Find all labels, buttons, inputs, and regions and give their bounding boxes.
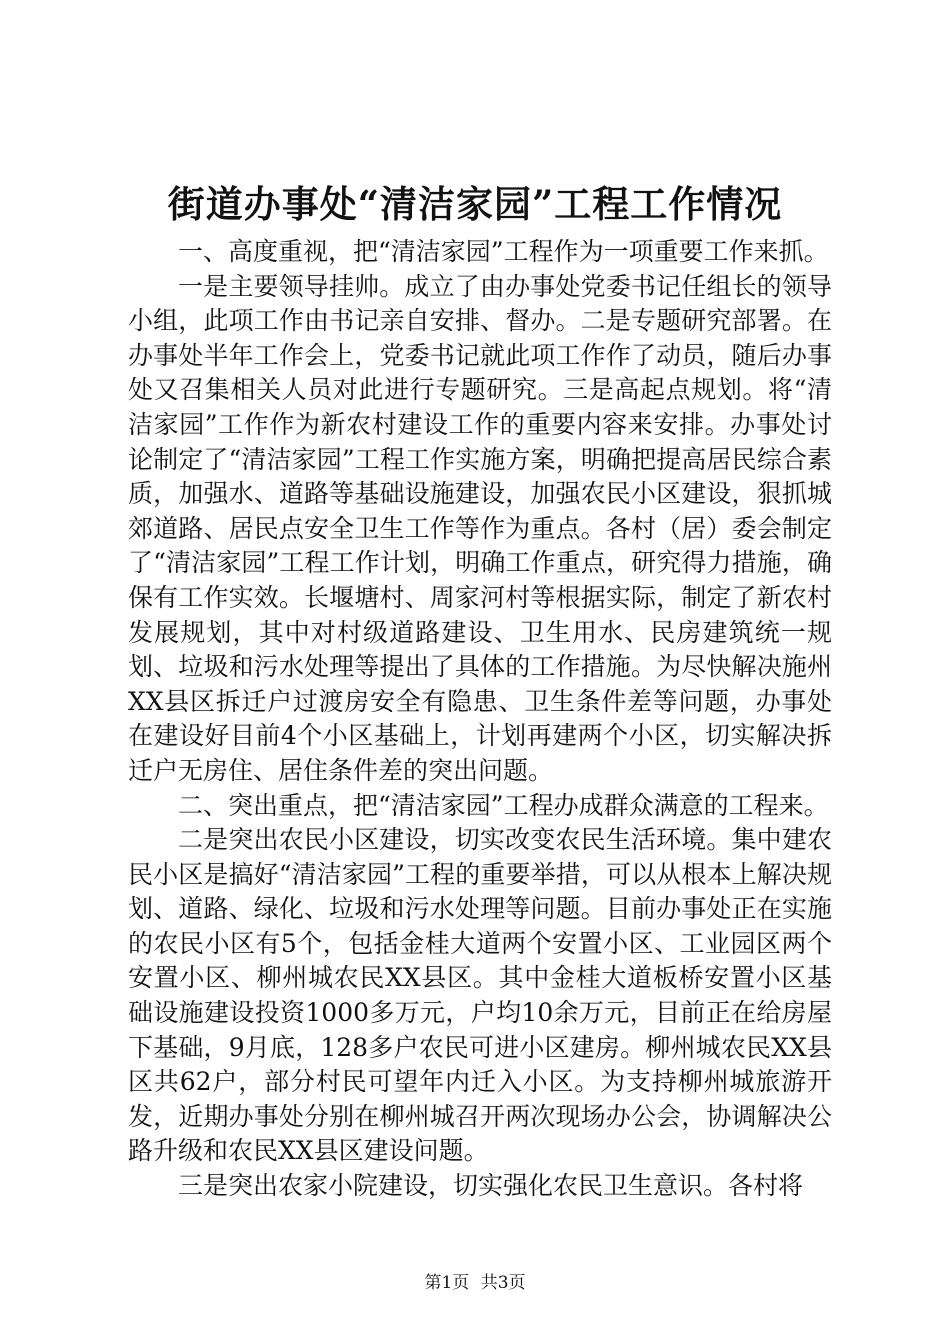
paragraph-courtyard: 三是突出农家小院建设，切实强化农民卫生意识。各村将 [178,1171,804,1201]
document-title: 街道办事处“清洁家园”工程工作情况 [167,182,783,226]
section-heading-1: 一、高度重视，把“清洁家园”工程作为一项重要工作来抓。 [178,237,829,266]
paragraph-resident-community: 二是突出农民小区建设，切实改变农民生活环境。集中建农民小区是搞好“清洁家园”工程的重要举措，可以从根本上解决规划、道路、绿化、垃圾和污水处理等问题。目前办事处正在实施的农民小区有5个，包括金桂大道两个安置小区、工业园区两个安置小区、柳州城农民XX县区。其中金桂大道板桥安置小区基础设施建设投资1000多万元，户均10余万元，目前正在给房屋下基础，9月底，128多户农民可进小区建房。柳州城农民XX县区共62户，部分村民可望年内迁入小区。为支持柳州城旅游开发，近期办事处分别在柳州城召开两次现场办公会，协调解决公路升级和农民XX县区建设问题。 [128,825,832,1166]
page-footer [0,1272,950,1294]
section-heading-2: 二、突出重点，把“清洁家园”工程办成群众满意的工程来。 [178,790,829,820]
document-body [128,235,832,1204]
paragraph-leadership: 一是主要领导挂帅。成立了由办事处党委书记任组长的领导小组，此项工作由书记亲自安排、督办。二是专题研究部署。在办事处半年工作会上，党委书记就此项工作作了动员，随后办事处又召集相关人员对此进行专题研究。三是高起点规划。将“清洁家园”工作作为新农村建设工作的重要内容来安排。办事处讨论制定了“清洁家园”工程工作实施方案，明确把提高居民综合素质，加强水、道路等基础设施建设，加强农民小区建设，狠抓城郊道路、居民点安全卫生工作等作为重点。各村（居）委会制定了“清洁家园”工程工作计划，明确工作重点，研究得力措施，确保有工作实效。长堰塘村、周家河村等根据实际，制定了新农村发展规划，其中对村级道路建设、卫生用水、民房建筑统一规划、垃圾和污水处理等提出了具体的工作措施。为尽快解决施州XX县区拆迁户过渡房安全有隐患、卫生条件差等问题，办事处在建设好目前4个小区基础上，计划再建两个小区，切实解决拆迁户无房住、居住条件差的突出问题。 [128,271,832,785]
page-number: 第1页 [424,1273,470,1293]
page-total: 共3页 [480,1273,526,1293]
